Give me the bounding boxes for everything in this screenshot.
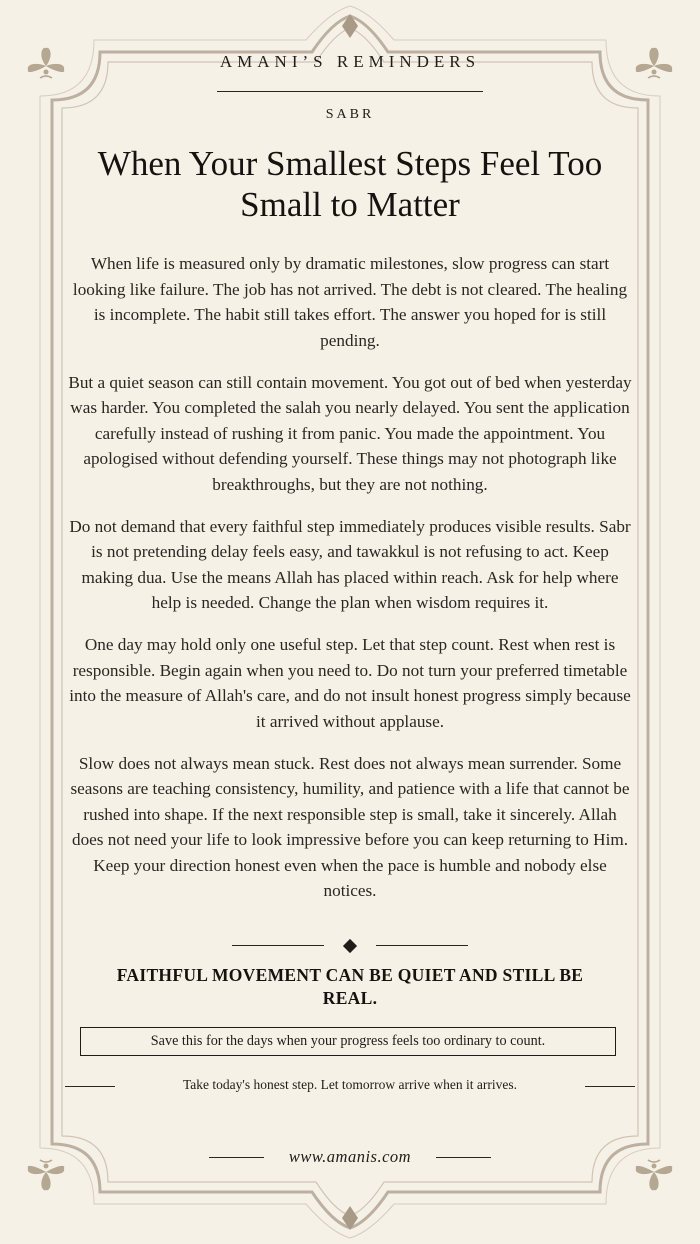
closing-line: Take today's honest step. Let tomorrow arrive when it arrives. (182, 1077, 517, 1092)
website-link[interactable]: www.amanis.com (288, 1147, 412, 1166)
header-divider (217, 91, 483, 92)
paragraph: One day may hold only one useful step. Let that step count. Rest when rest is responsible. Begin again when you need to. Do not turn your preferred timetable into the measure of Allah's care, and do not insult honest progress simply because it arrived without applause. (69, 635, 631, 731)
save-note-text: Save this for the days when your progress feels too ordinary to count. (150, 1033, 546, 1049)
paragraph: But a quiet season can still contain movement. You got out of bed when yesterday was harder. You completed the salah you nearly delayed. You sent the application carefully instead of rushing it from panic. You made the appointment. You apologised without defending yourself. These things may not photograph like breakthroughs, but they are not nothing. (68, 372, 632, 494)
key-message: FAITHFUL MOVEMENT CAN BE QUIET AND STILL BE REAL. (116, 965, 584, 1008)
topic-label: SABR (325, 107, 375, 122)
closing-divider-right (585, 1086, 635, 1087)
article-body (66, 251, 634, 920)
brand-name: AMANI’S REMINDERS (219, 52, 481, 71)
section-divider-right (376, 945, 468, 946)
paragraph: Do not demand that every faithful step immediately produces visible results. Sabr is not pretending delay feels easy, and tawakkul is not refusing to act. Keep making dua. Use the means Allah has placed within reach. Ask for help where help is needed. Change the plan when wisdom requires it. (69, 516, 631, 612)
footer-divider-right (436, 1157, 491, 1158)
closing-divider-left (65, 1086, 115, 1087)
section-divider-left (232, 945, 324, 946)
paragraph: When life is measured only by dramatic milestones, slow progress can start looking like failure. The job has not arrived. The debt is not cleared. The healing is incomplete. The habit still takes effort. The answer you hoped for is still pending. (72, 254, 628, 350)
paragraph: Slow does not always mean stuck. Rest does not always mean surrender. Some seasons are teaching consistency, humility, and patience with a life that cannot be rushed into shape. If the next responsible step is small, take it sincerely. Allah does not need your life to look impressive before you can keep returning to Him. Keep your direction honest even when the pace is humble and nobody else notices. (70, 753, 630, 900)
page-title: When Your Smallest Steps Feel Too Small to Matter (97, 144, 603, 224)
save-note-box (80, 1027, 616, 1056)
